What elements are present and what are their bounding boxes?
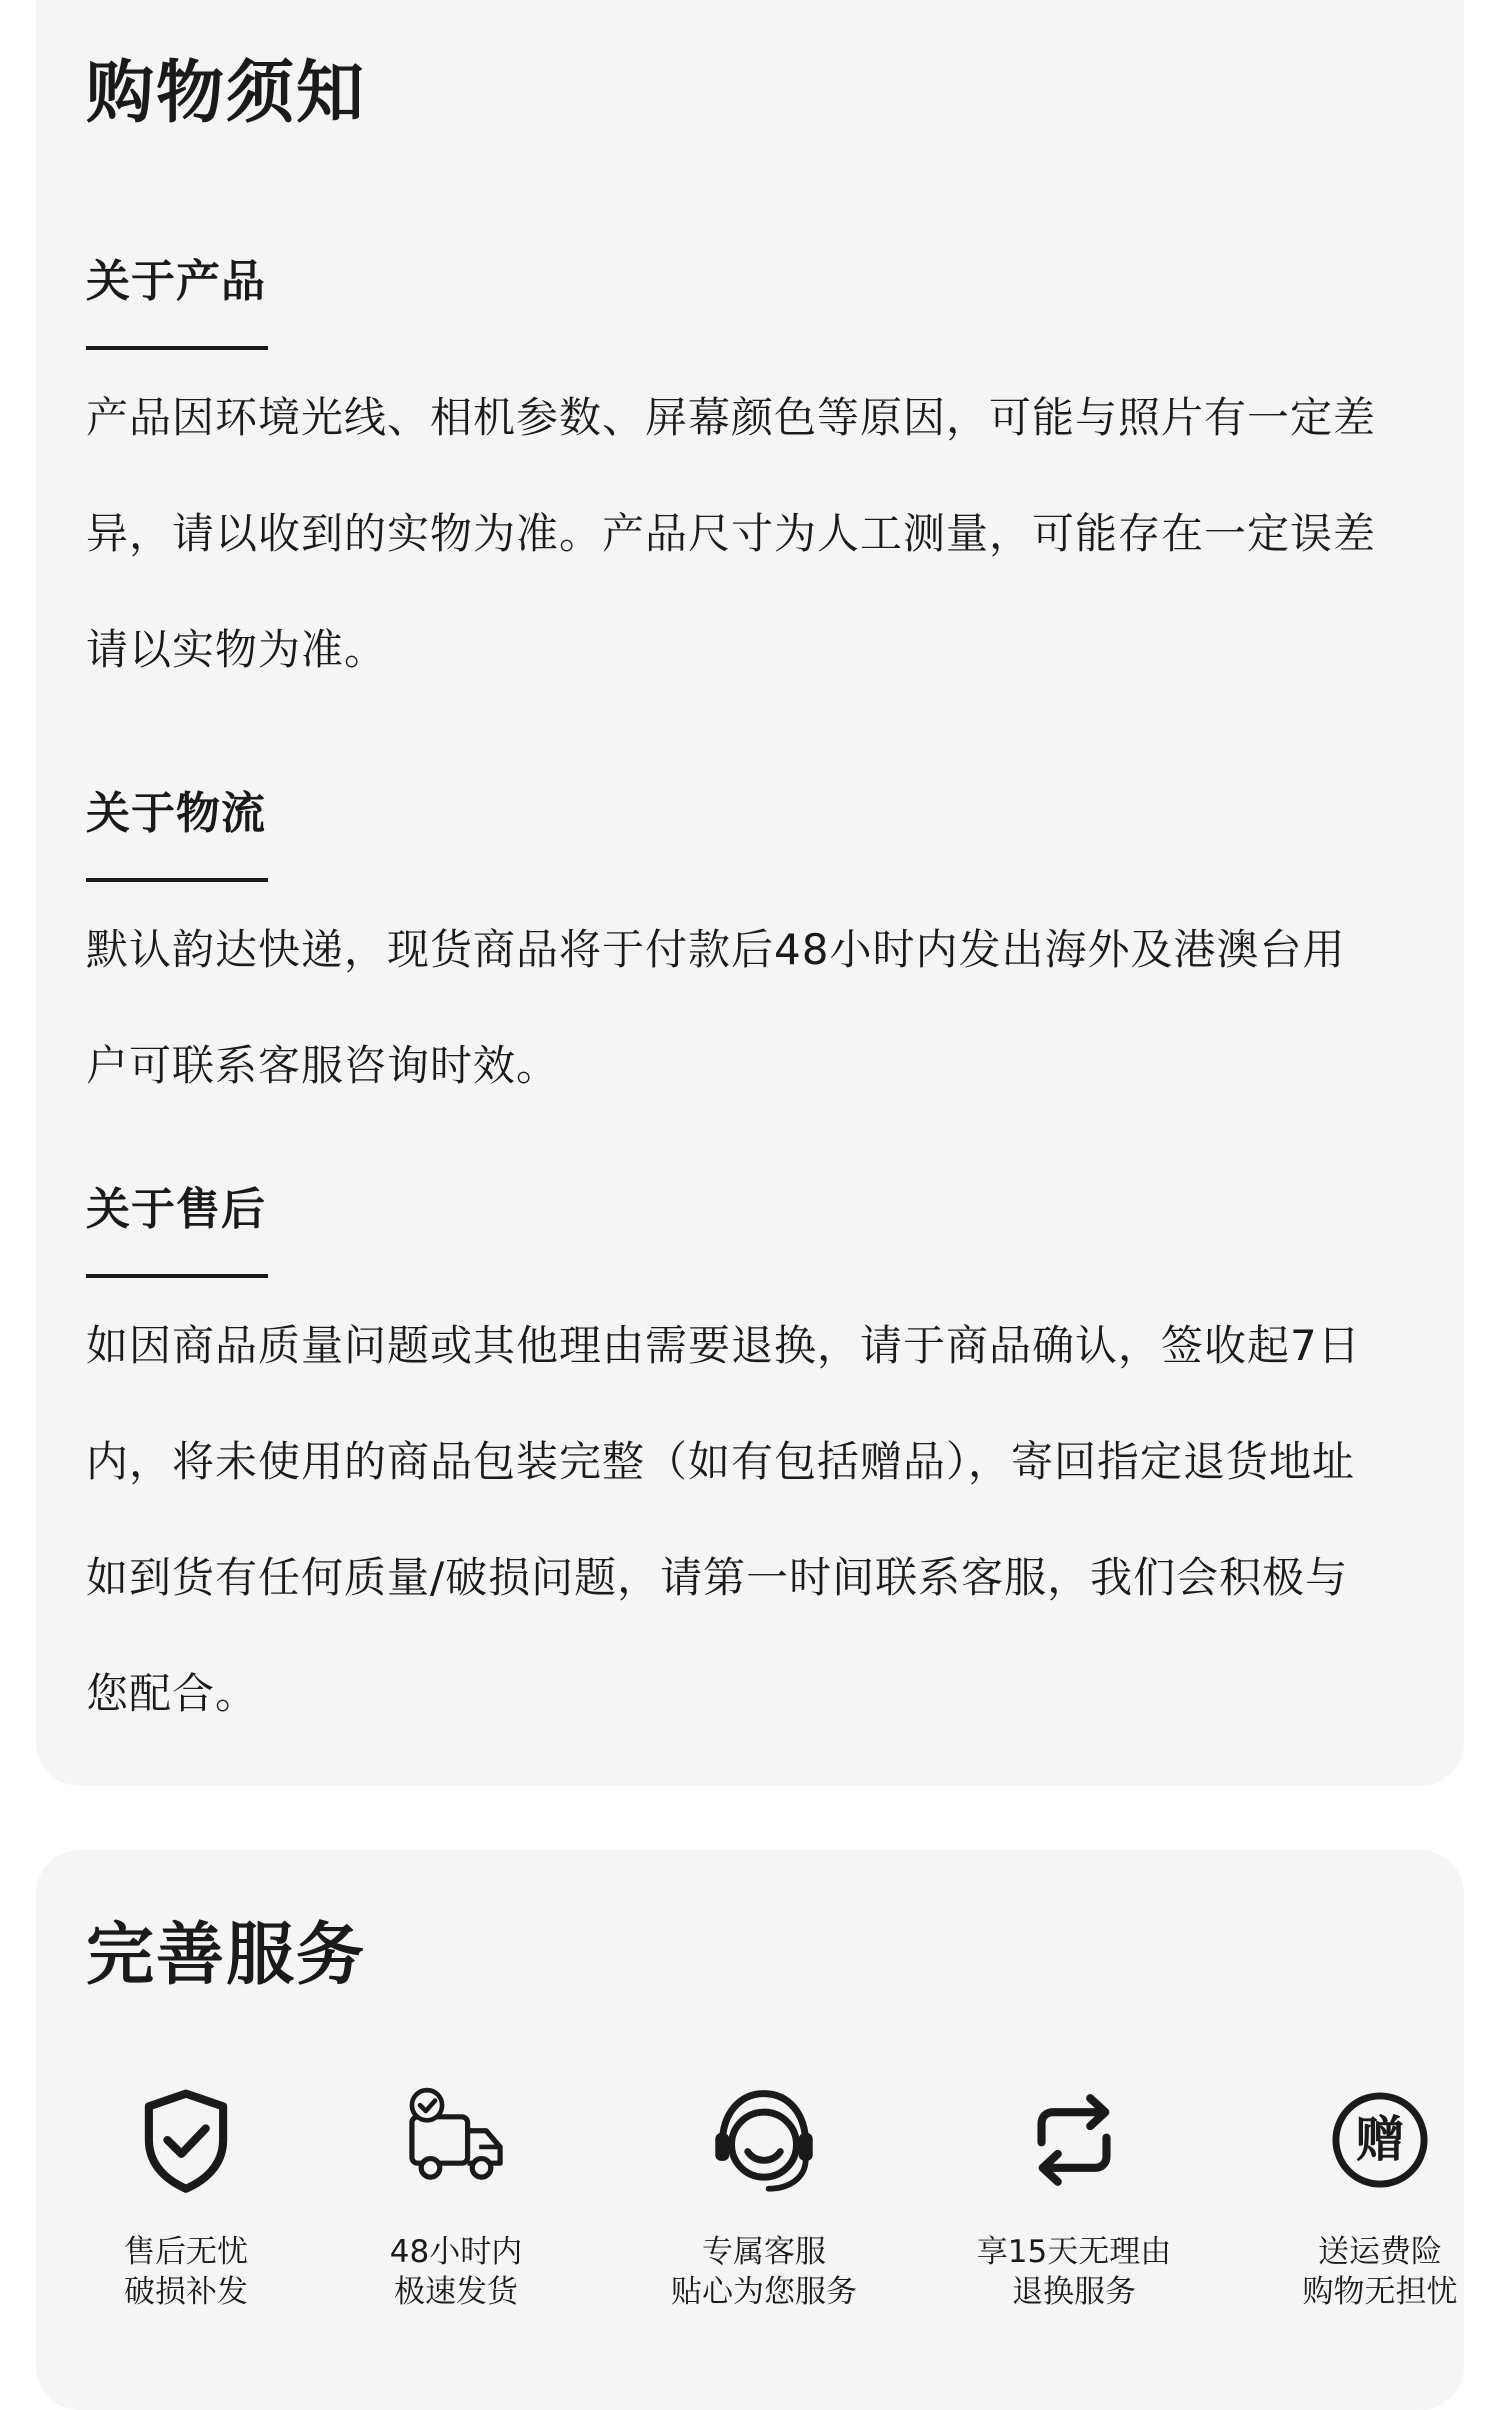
section-about-after-sales (86, 1184, 1426, 1752)
section-about-logistics (86, 788, 1426, 1124)
service-label (66, 2232, 306, 2312)
section-text (86, 892, 1426, 1124)
section-heading: 关于物流 (86, 788, 266, 839)
service-title: 完善服务 (86, 1916, 367, 1995)
service-item-free-returns (954, 2082, 1194, 2312)
service-label-line1: 专属客服 (702, 2234, 826, 2270)
service-label-line1: 送运费险 (1318, 2234, 1442, 2270)
service-item-after-sales (66, 2082, 306, 2312)
service-label (644, 2232, 884, 2312)
service-label-line2: 退换服务 (1012, 2274, 1136, 2310)
heading-underline (86, 1274, 268, 1278)
service-label-line2: 购物无担忧 (1302, 2274, 1458, 2310)
shield-check-icon (128, 2082, 244, 2198)
service-label-line2: 极速发货 (394, 2274, 518, 2310)
service-card (36, 1850, 1464, 2410)
section-heading: 关于售后 (86, 1184, 266, 1235)
text-line: 默认韵达快递，现货商品将于付款后48小时内发出海外及港澳台用 (86, 925, 1346, 974)
text-line: 您配合。 (86, 1669, 259, 1718)
exchange-arrows-icon (1016, 2082, 1132, 2198)
gift-badge-text: 赠 (1355, 2112, 1405, 2169)
service-item-shipping-insurance (1260, 2082, 1500, 2312)
service-item-fast-shipping (336, 2082, 576, 2312)
service-label-line1: 享15天无理由 (976, 2234, 1172, 2270)
section-about-product (86, 256, 1426, 708)
heading-underline (86, 878, 268, 882)
text-line: 如因商品质量问题或其他理由需要退换，请于商品确认，签收起7日 (86, 1321, 1361, 1370)
text-line: 请以实物为准。 (86, 625, 388, 674)
shopping-notice-card (36, 0, 1464, 1786)
customer-service-headset-icon (706, 2082, 822, 2198)
service-label-line1: 售后无忧 (124, 2234, 248, 2270)
section-heading: 关于产品 (86, 256, 266, 307)
notice-title: 购物须知 (86, 54, 367, 133)
text-line: 内，将未使用的商品包装完整（如有包括赠品），寄回指定退货地址 (86, 1437, 1356, 1486)
service-label (336, 2232, 576, 2312)
gift-badge-icon (1322, 2082, 1438, 2198)
service-item-customer-service (644, 2082, 884, 2312)
delivery-truck-icon (398, 2082, 514, 2198)
service-label (1260, 2232, 1500, 2312)
section-text (86, 1288, 1426, 1752)
heading-underline (86, 346, 268, 350)
service-label (954, 2232, 1194, 2312)
service-label-line2: 贴心为您服务 (671, 2274, 857, 2310)
service-list (36, 2082, 1464, 2322)
service-label-line2: 破损补发 (124, 2274, 248, 2310)
text-line: 如到货有任何质量/破损问题，请第一时间联系客服，我们会积极与 (86, 1553, 1349, 1602)
service-label-line1: 48小时内 (389, 2234, 523, 2270)
text-line: 异，请以收到的实物为准。产品尺寸为人工测量，可能存在一定误差 (86, 509, 1377, 558)
text-line: 户可联系客服咨询时效。 (86, 1041, 560, 1090)
section-text (86, 360, 1426, 708)
text-line: 产品因环境光线、相机参数、屏幕颜色等原因，可能与照片有一定差 (86, 393, 1377, 442)
